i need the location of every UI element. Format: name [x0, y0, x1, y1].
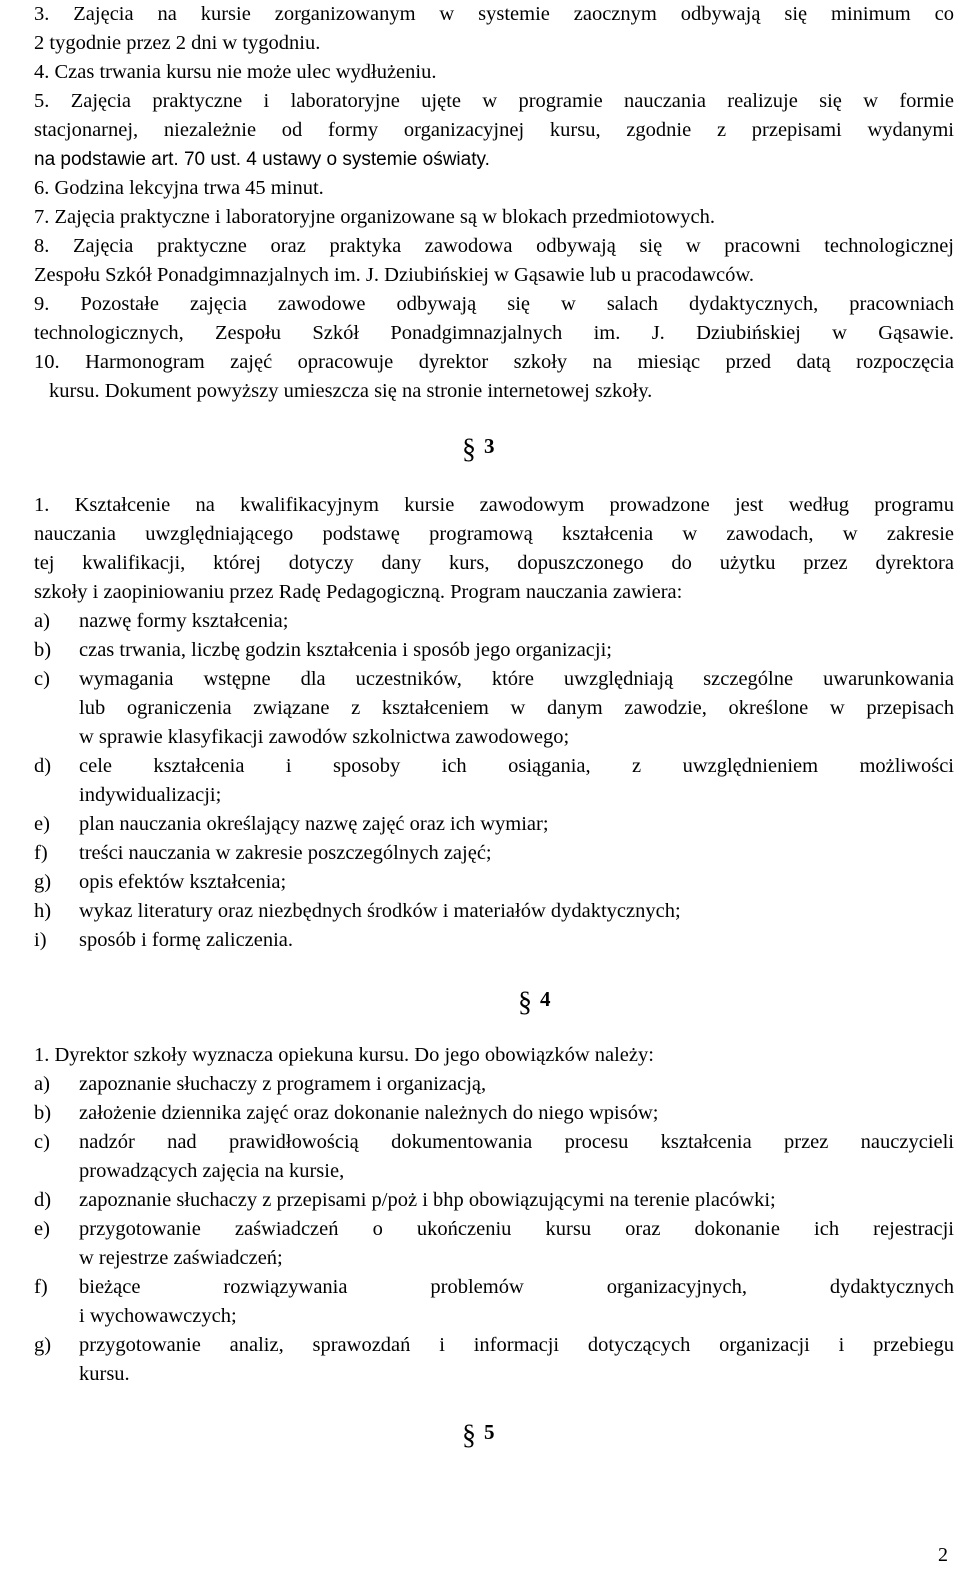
list-item-text: treści nauczania w zakresie poszczególnych zajęć;: [79, 842, 492, 864]
list-marker: c): [34, 1131, 50, 1153]
section-3-intro-line-2: nauczania uwzględniającego podstawę programową kształcenia w zawodach, w zakresie: [34, 523, 954, 545]
list-item-text: wykaz literatury oraz niezbędnych środków i materiałów dydaktycznych;: [79, 900, 681, 922]
section-number: 5: [484, 1420, 495, 1444]
item-6: 6. Godzina lekcyjna trwa 45 minut.: [34, 177, 324, 199]
item-4: 4. Czas trwania kursu nie może ulec wydłużeniu.: [34, 61, 437, 83]
paragraph-symbol: §: [518, 987, 532, 1018]
list-marker: b): [34, 639, 52, 661]
paragraph-symbol: §: [462, 1420, 476, 1451]
item-9-line-2: technologicznych, Zespołu Szkół Ponadgimnazjalnych im. J. Dziubińskiej w Gąsawie.: [34, 322, 954, 344]
item-10-line-1: 10. Harmonogram zajęć opracowuje dyrektor szkoły na miesiąc przed datą rozpoczęcia: [34, 351, 954, 373]
list-item-text: cele kształcenia i sposoby ich osiągania, z uwzględnieniem możliwości: [79, 755, 954, 777]
section-3-intro-line-4: szkoły i zaopiniowaniu przez Radę Pedagogiczną. Program nauczania zawiera:: [34, 581, 683, 603]
list-item-text: bieżące rozwiązywania problemów organizacyjnych, dydaktycznych: [79, 1276, 954, 1298]
list-item-text: nadzór nad prawidłowością dokumentowania procesu kształcenia przez nauczycieli: [79, 1131, 954, 1153]
item-3-line-1: 3. Zajęcia na kursie zorganizowanym w systemie zaocznym odbywają się minimum co: [34, 3, 954, 25]
item-3-line-2: 2 tygodnie przez 2 dni w tygodniu.: [34, 32, 321, 54]
item-8-line-1: 8. Zajęcia praktyczne oraz praktyka zawodowa odbywają się w pracowni technologicznej: [34, 235, 954, 257]
section-number: 3: [484, 434, 495, 458]
section-5-heading: [462, 1418, 495, 1450]
section-4-intro: 1. Dyrektor szkoły wyznacza opiekuna kursu. Do jego obowiązków należy:: [34, 1044, 654, 1066]
list-item-text: i wychowawczych;: [79, 1305, 237, 1327]
list-marker: a): [34, 1073, 50, 1095]
item-5-line-3: na podstawie art. 70 ust. 4 ustawy o systemie oświaty.: [34, 149, 490, 170]
list-item-text: lub ograniczenia związane z kształceniem w danym zawodzie, określone w przepisach: [79, 697, 954, 719]
list-item-text: w rejestrze zaświadczeń;: [79, 1247, 283, 1269]
list-marker: g): [34, 1334, 52, 1356]
list-item-text: opis efektów kształcenia;: [79, 871, 287, 893]
list-item-text: wymagania wstępne dla uczestników, które uwzględniają szczególne uwarunkowania: [79, 668, 954, 690]
list-item-text: indywidualizacji;: [79, 784, 222, 806]
item-7: 7. Zajęcia praktyczne i laboratoryjne organizowane są w blokach przedmiotowych.: [34, 206, 715, 228]
list-marker: b): [34, 1102, 52, 1124]
section-3-intro-line-1: 1. Kształcenie na kwalifikacyjnym kursie zawodowym prowadzone jest według programu: [34, 494, 954, 516]
list-item-text: przygotowanie analiz, sprawozdań i informacji dotyczących organizacji i przebiegu: [79, 1334, 954, 1356]
item-10-line-2: kursu. Dokument powyższy umieszcza się na stronie internetowej szkoły.: [49, 380, 653, 402]
list-marker: d): [34, 755, 52, 777]
section-4-heading: [518, 985, 551, 1017]
list-marker: d): [34, 1189, 52, 1211]
list-marker: f): [34, 842, 48, 864]
list-item-text: w sprawie klasyfikacji zawodów szkolnictwa zawodowego;: [79, 726, 570, 748]
section-number: 4: [540, 987, 551, 1011]
item-5-line-1: 5. Zajęcia praktyczne i laboratoryjne ujęte w programie nauczania realizuje się w formie: [34, 90, 954, 112]
list-item-text: prowadzących zajęcia na kursie,: [79, 1160, 345, 1182]
section-3-intro-line-3: tej kwalifikacji, której dotyczy dany kurs, dopuszczonego do użytku przez dyrektora: [34, 552, 954, 574]
list-item-text: zapoznanie słuchaczy z przepisami p/poż i bhp obowiązującymi na terenie placówki;: [79, 1189, 776, 1211]
list-marker: f): [34, 1276, 48, 1298]
list-marker: g): [34, 871, 52, 893]
item-8-line-2: Zespołu Szkół Ponadgimnazjalnych im. J. Dziubińskiej w Gąsawie lub u pracodawców.: [34, 264, 755, 286]
list-item-text: kursu.: [79, 1363, 130, 1385]
list-item-text: zapoznanie słuchaczy z programem i organizacją,: [79, 1073, 487, 1095]
list-marker: a): [34, 610, 50, 632]
list-item-text: czas trwania, liczbę godzin kształcenia i sposób jego organizacji;: [79, 639, 612, 661]
list-item-text: plan nauczania określający nazwę zajęć oraz ich wymiar;: [79, 813, 549, 835]
list-marker: c): [34, 668, 50, 690]
list-item-text: przygotowanie zaświadczeń o ukończeniu kursu oraz dokonanie ich rejestracji: [79, 1218, 954, 1240]
list-item-text: nazwę formy kształcenia;: [79, 610, 289, 632]
page-number: 2: [938, 1544, 948, 1566]
list-marker: e): [34, 1218, 50, 1240]
paragraph-symbol: §: [462, 434, 476, 465]
list-marker: i): [34, 929, 47, 951]
item-5-line-2: stacjonarnej, niezależnie od formy organizacyjnej kursu, zgodnie z przepisami wydanymi: [34, 119, 954, 141]
item-9-line-1: 9. Pozostałe zajęcia zawodowe odbywają się w salach dydaktycznych, pracowniach: [34, 293, 954, 315]
list-item-text: sposób i formę zaliczenia.: [79, 929, 294, 951]
list-item-text: założenie dziennika zajęć oraz dokonanie należnych do niego wpisów;: [79, 1102, 659, 1124]
list-marker: e): [34, 813, 50, 835]
section-3-heading: [462, 432, 495, 464]
list-marker: h): [34, 900, 52, 922]
